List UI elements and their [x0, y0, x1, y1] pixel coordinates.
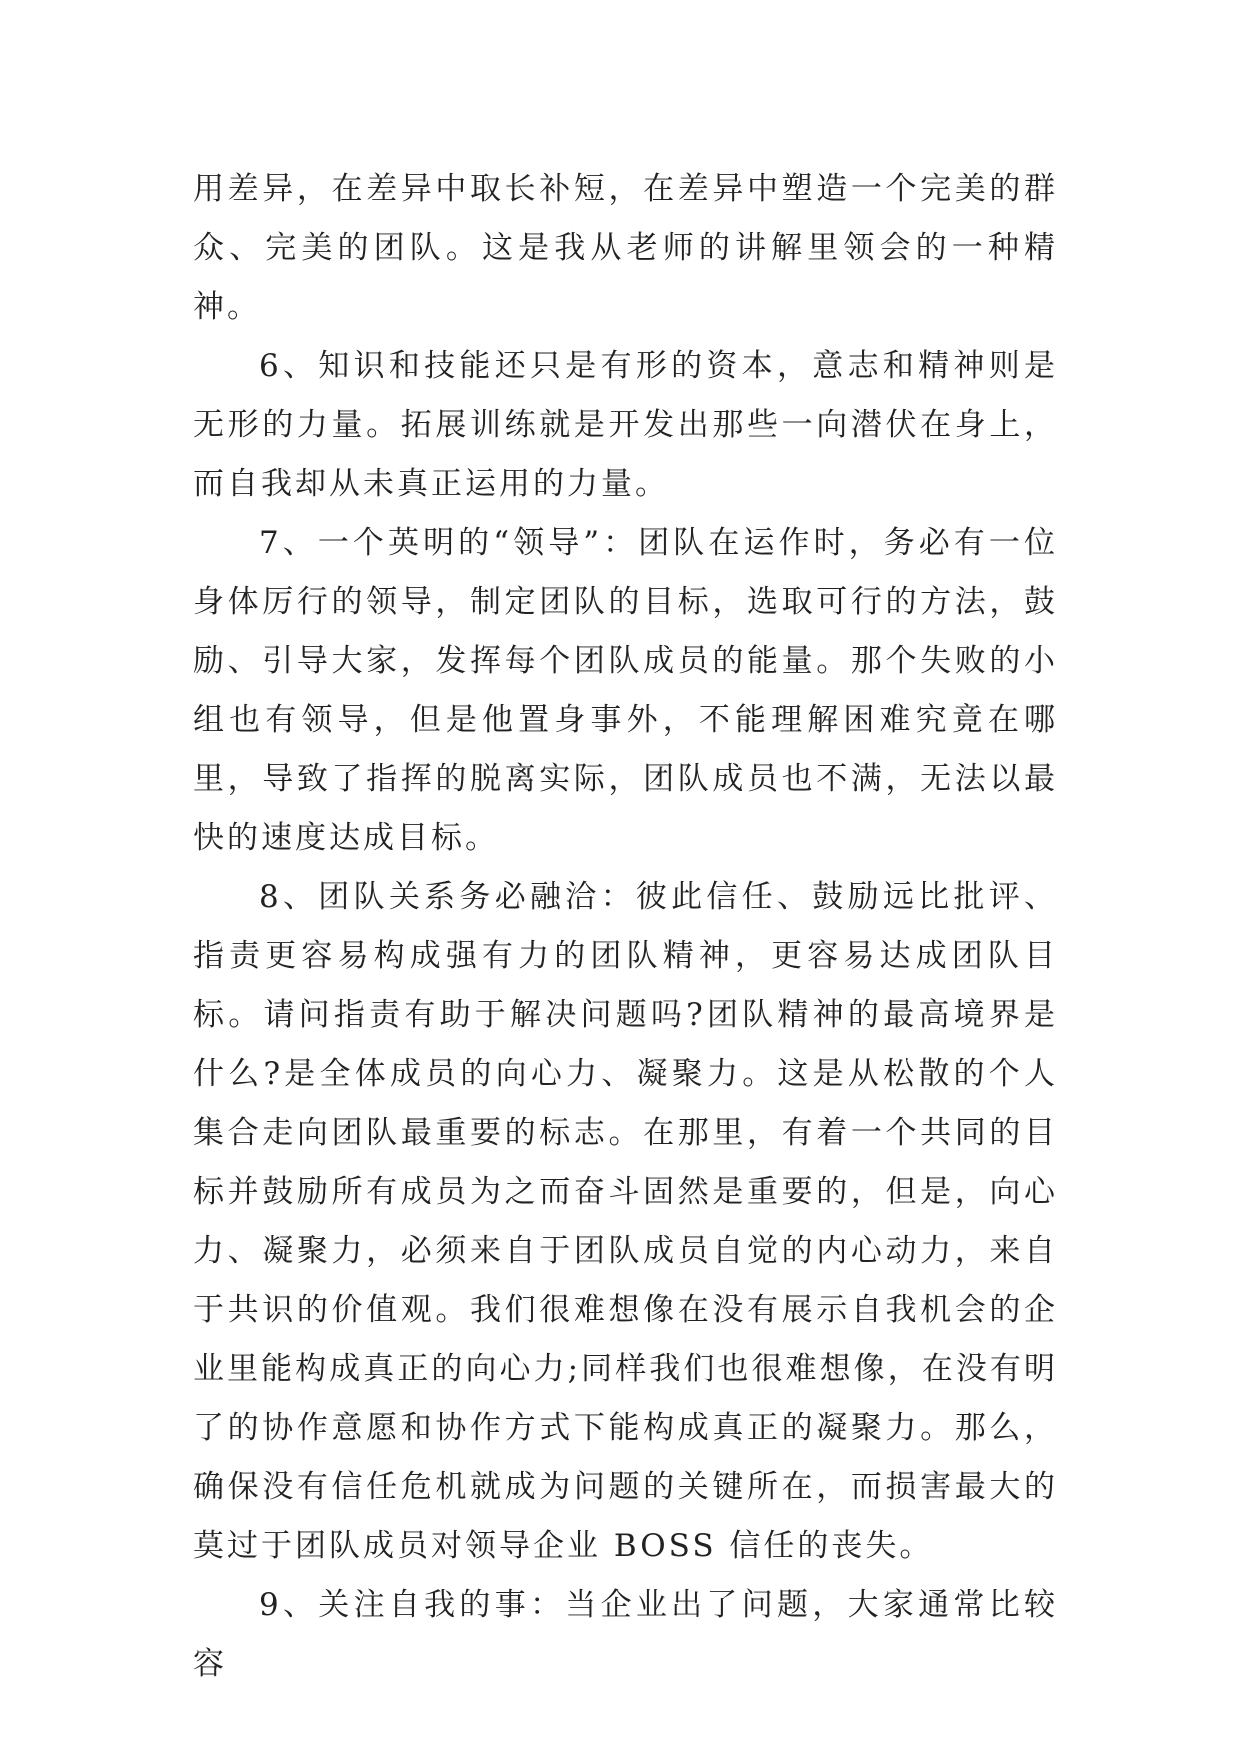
paragraph-9: 9、关注自我的事：当企业出了问题，大家通常比较容 [193, 1587, 1058, 1682]
paragraph-continuation: 用差异，在差异中取长补短，在差异中塑造一个完美的群众、完美的团队。这是我从老师的讲解里领会的一种精神。 [193, 171, 1058, 325]
document-body [193, 160, 1058, 1694]
paragraph-7: 7、一个英明的“领导”：团队在运作时，务必有一位身体厉行的领导，制定团队的目标，选取可行的方法，鼓励、引导大家，发挥每个团队成员的能量。那个失败的小组也有领导，但是他置身事外，不能理解困难究竟在哪里，导致了指挥的脱离实际，团队成员也不满，无法以最快的速度达成目标。 [193, 525, 1058, 856]
paragraph-8: 8、团队关系务必融洽：彼此信任、鼓励远比批评、指责更容易构成强有力的团队精神，更容易达成团队目标。请问指责有助于解决问题吗?团队精神的最高境界是什么?是全体成员的向心力、凝聚力。这是从松散的个人集合走向团队最重要的标志。在那里，有着一个共同的目标并鼓励所有成员为之而奋斗固然是重要的，但是，向心力、凝聚力，必须来自于团队成员自觉的内心动力，来自于共识的价值观。我们很难想像在没有展示自我机会的企业里能构成真正的向心力;同样我们也很难想像，在没有明了的协作意愿和协作方式下能构成真正的凝聚力。那么，确保没有信任危机就成为问题的关键所在，而损害最大的莫过于团队成员对领导企业 BOSS 信任的丧失。 [193, 879, 1058, 1564]
paragraph-6: 6、知识和技能还只是有形的资本，意志和精神则是无形的力量。拓展训练就是开发出那些一向潜伏在身上，而自我却从未真正运用的力量。 [193, 348, 1058, 502]
